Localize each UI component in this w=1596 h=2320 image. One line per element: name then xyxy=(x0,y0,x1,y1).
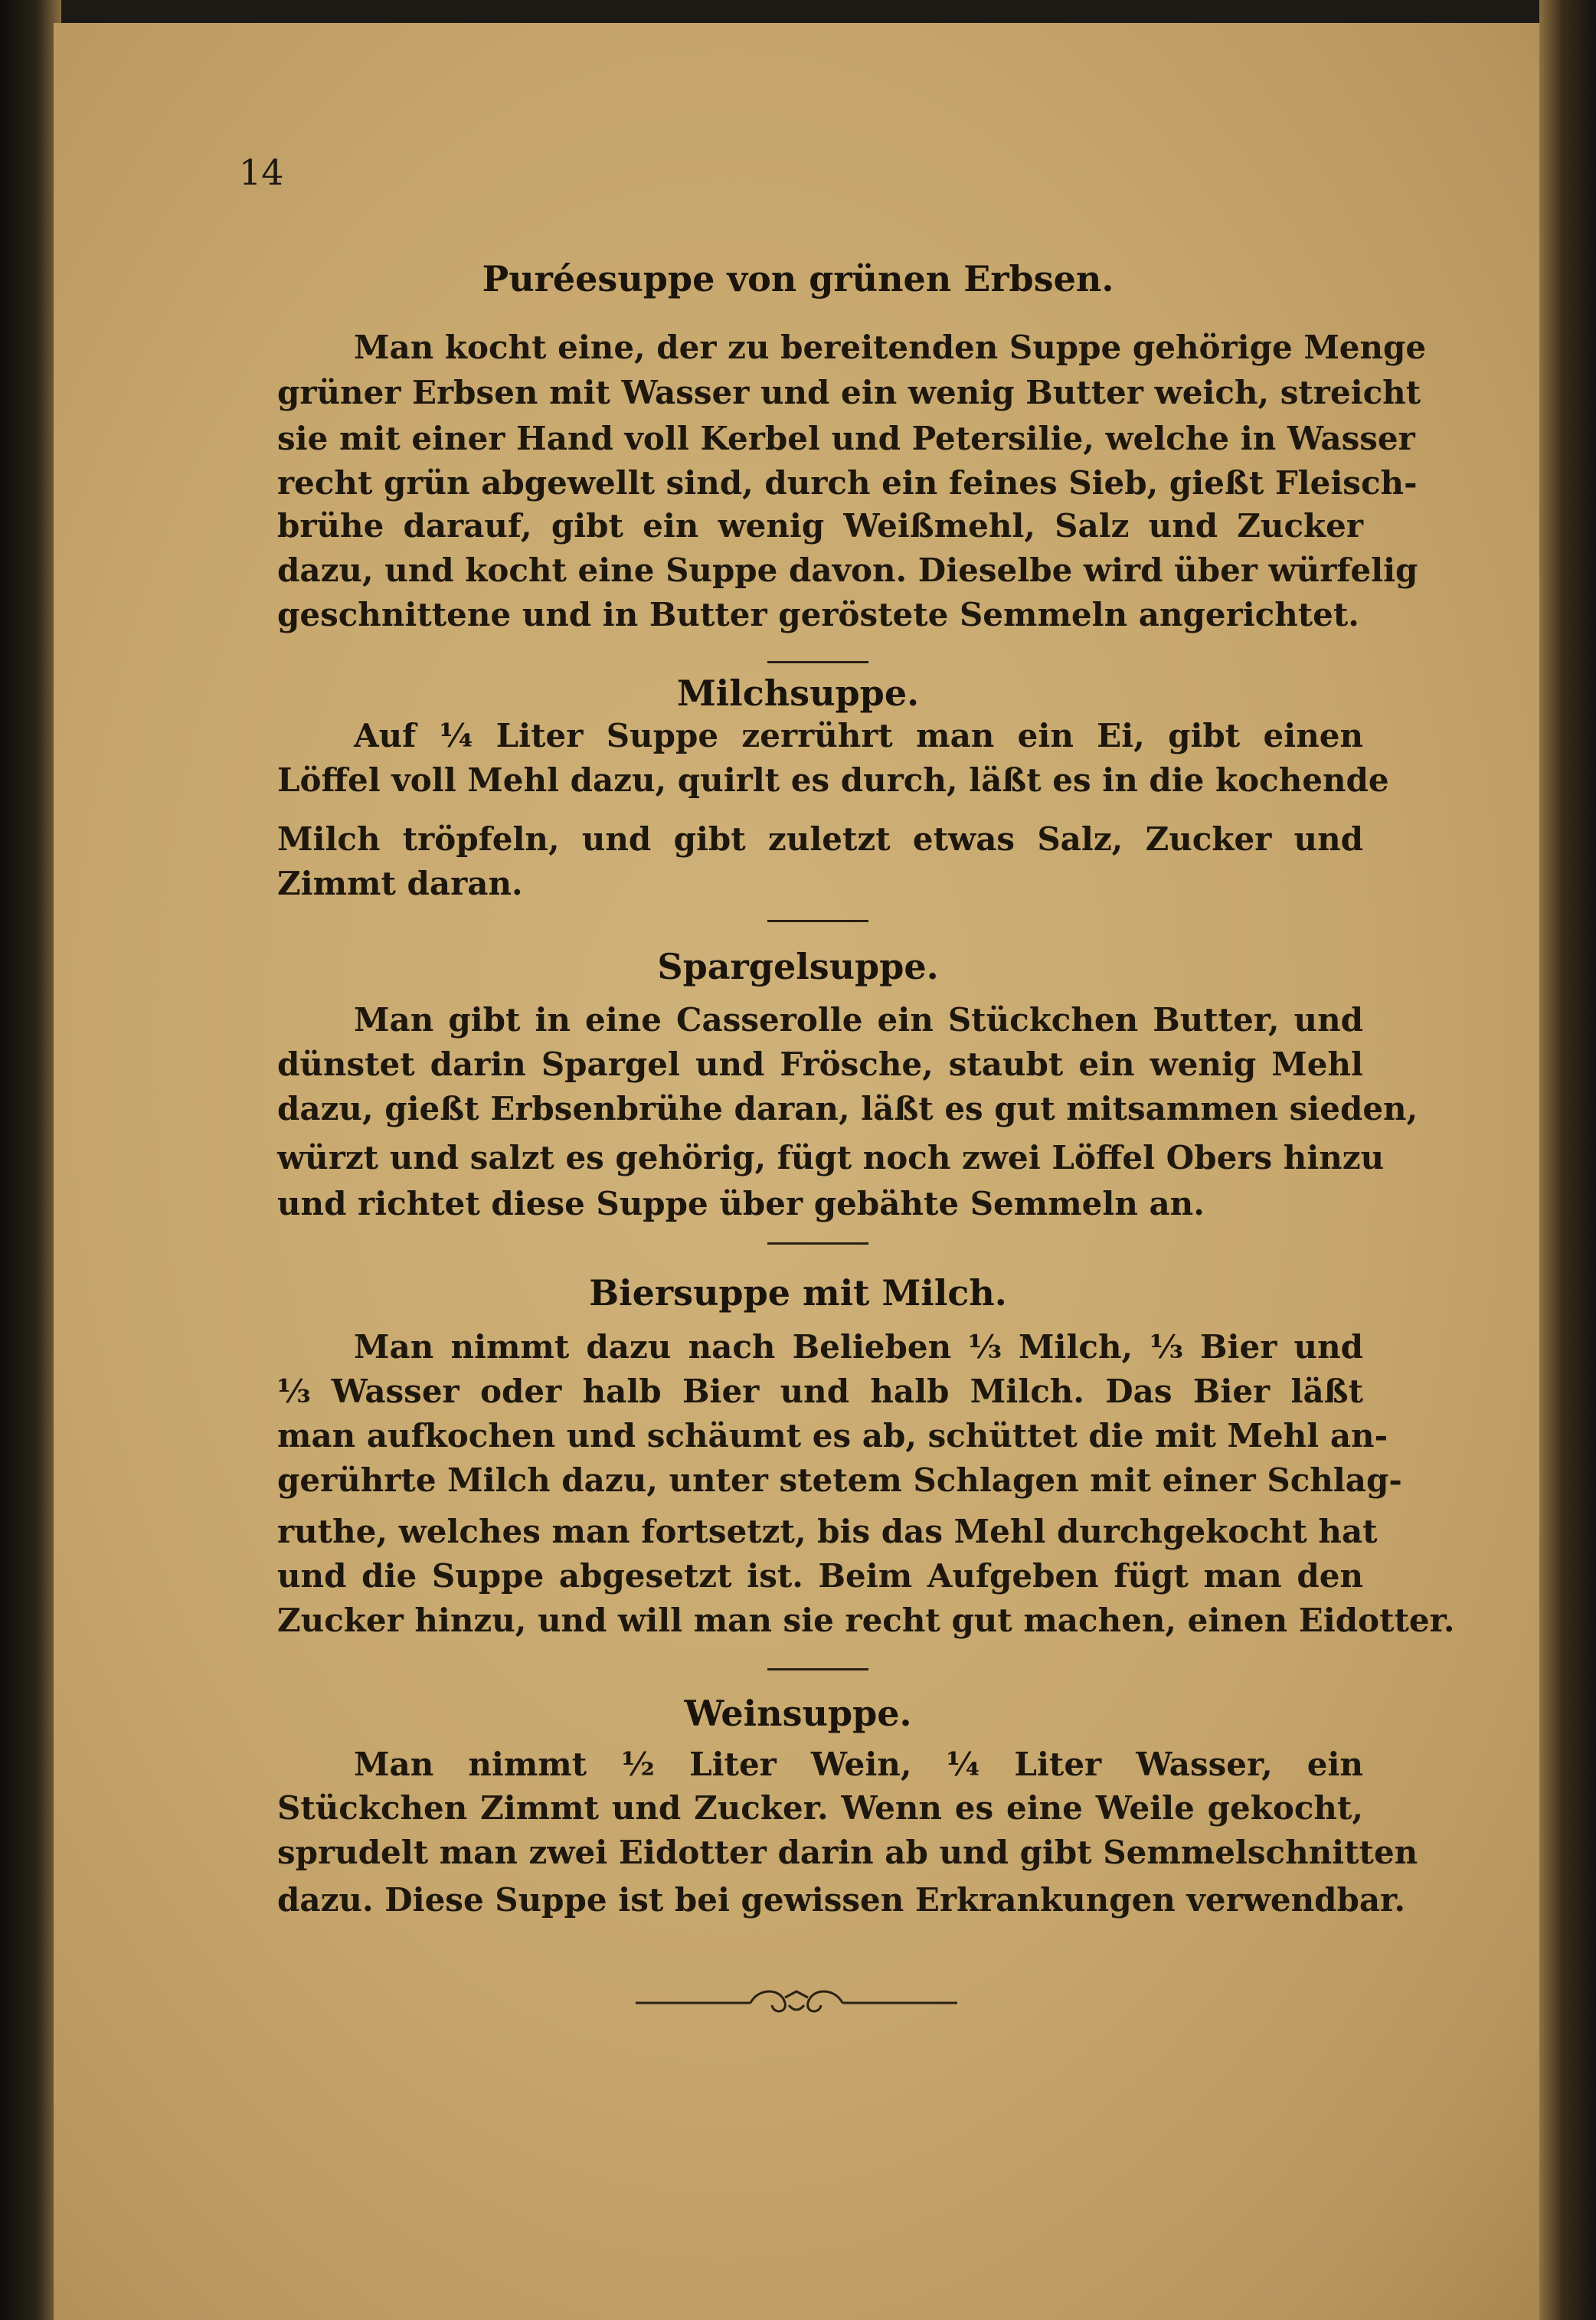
recipe-text-line: Zucker hinzu, und will man sie recht gut machen, einen Eidotter. xyxy=(277,1602,1455,1639)
recipe-text-line: brühe darauf, gibt ein wenig Weißmehl, Salz und Zucker xyxy=(277,507,1363,545)
recipe-text-line: Stückchen Zimmt und Zucker. Wenn es eine Weile gekocht, xyxy=(277,1789,1363,1827)
recipe-text-line: dazu. Diese Suppe ist bei gewissen Erkrankungen verwendbar. xyxy=(277,1881,1405,1919)
recipe-text-line: und die Suppe abgesetzt ist. Beim Aufgeben fügt man den xyxy=(277,1557,1363,1595)
recipe-text-line: dünstet darin Spargel und Frösche, staubt ein wenig Mehl xyxy=(277,1045,1363,1083)
recipe-text-line: gerührte Milch dazu, unter stetem Schlagen mit einer Schlag- xyxy=(277,1461,1402,1499)
recipe-text-line: Milch tröpfeln, und gibt zuletzt etwas Salz, Zucker und xyxy=(277,820,1363,858)
scan-left-edge xyxy=(0,0,61,2320)
recipe-text-line: dazu, gießt Erbsenbrühe daran, läßt es gut mitsammen sieden, xyxy=(277,1090,1418,1127)
section-divider xyxy=(767,661,868,663)
section-divider xyxy=(767,1242,868,1245)
recipe-text-line: sie mit einer Hand voll Kerbel und Petersilie, welche in Wasser xyxy=(277,420,1415,457)
recipe-text-line: und richtet diese Suppe über gebähte Semmeln an. xyxy=(277,1185,1205,1222)
section-divider xyxy=(767,1668,868,1670)
recipe-text-line: ruthe, welches man fortsetzt, bis das Mehl durchgekocht hat xyxy=(277,1513,1378,1550)
recipe-text-line: Löffel voll Mehl dazu, quirlt es durch, läßt es in die kochende xyxy=(277,761,1389,799)
recipe-text-line: ⅓ Wasser oder halb Bier und halb Milch. Das Bier läßt xyxy=(277,1373,1363,1410)
section-divider xyxy=(767,920,868,922)
recipe-text-line: Zimmt daran. xyxy=(277,865,523,902)
recipe-text-line: man aufkochen und schäumt es ab, schüttet die mit Mehl an- xyxy=(277,1417,1388,1454)
recipe-text-line: Auf ¼ Liter Suppe zerrührt man ein Ei, gibt einen xyxy=(354,717,1363,754)
recipe-text-line: grüner Erbsen mit Wasser und ein wenig Butter weich, streicht xyxy=(277,374,1421,411)
recipe-text-line: würzt und salzt es gehörig, fügt noch zwei Löffel Obers hinzu xyxy=(277,1139,1385,1176)
recipe-text-line: Man nimmt dazu nach Belieben ⅓ Milch, ⅓ Bier und xyxy=(354,1328,1363,1366)
recipe-title: Spargelsuppe. xyxy=(657,946,939,987)
recipe-title: Biersuppe mit Milch. xyxy=(589,1272,1007,1314)
recipe-text-line: Man gibt in eine Casserolle ein Stückchen Butter, und xyxy=(354,1001,1363,1039)
recipe-text-line: sprudelt man zwei Eidotter darin ab und gibt Semmelschnitten xyxy=(277,1834,1418,1871)
recipe-title: Milchsuppe. xyxy=(676,672,920,714)
recipe-text-line: Man kocht eine, der zu bereitenden Suppe gehörige Menge xyxy=(354,329,1427,366)
scan-right-edge xyxy=(1539,0,1596,2320)
recipe-text-line: Man nimmt ½ Liter Wein, ¼ Liter Wasser, ein xyxy=(354,1746,1363,1783)
recipe-text-line: geschnittene und in Butter geröstete Semmeln angerichtet. xyxy=(277,596,1359,633)
page-number: 14 xyxy=(239,152,284,193)
recipe-title: Weinsuppe. xyxy=(684,1693,912,1734)
recipe-text-line: recht grün abgewellt sind, durch ein feines Sieb, gießt Fleisch- xyxy=(277,464,1418,502)
recipe-title: Puréesuppe von grünen Erbsen. xyxy=(482,258,1114,299)
ornament-divider-icon xyxy=(636,1984,957,2022)
recipe-text-line: dazu, und kocht eine Suppe davon. Dieselbe wird über würfelig xyxy=(277,551,1418,589)
